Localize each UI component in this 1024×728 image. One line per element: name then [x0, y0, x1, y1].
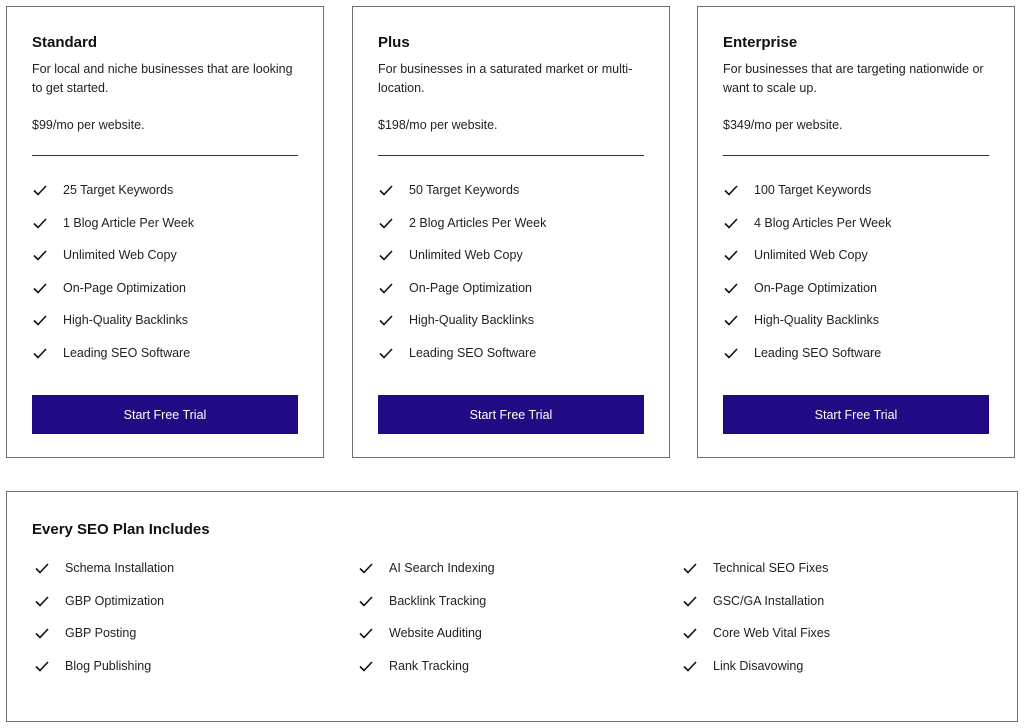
feature-item [378, 215, 644, 248]
feature-label: 2 Blog Articles Per Week [409, 215, 547, 230]
includes-item [682, 625, 830, 658]
checkmark-icon [378, 312, 394, 328]
includes-label: Rank Tracking [389, 658, 469, 673]
checkmark-icon [723, 345, 739, 361]
includes-label: Blog Publishing [65, 658, 152, 673]
includes-item [34, 658, 174, 691]
feature-label: Leading SEO Software [63, 345, 191, 360]
plan-description: For local and niche businesses that are looking to get started. [32, 62, 293, 95]
start-free-trial-button-plus[interactable]: Start Free Trial [378, 395, 644, 434]
includes-item [358, 593, 495, 626]
checkmark-icon [378, 182, 394, 198]
feature-item [32, 345, 298, 378]
plan-includes-section [6, 491, 1018, 722]
includes-label: Website Auditing [389, 626, 482, 640]
checkmark-icon [723, 182, 739, 198]
plan-feature-list [32, 182, 298, 377]
feature-item [32, 215, 298, 248]
start-free-trial-button-standard[interactable]: Start Free Trial [32, 395, 298, 434]
feature-label: High-Quality Backlinks [754, 313, 880, 327]
includes-column-2 [358, 560, 495, 690]
feature-label: Unlimited Web Copy [63, 248, 177, 262]
checkmark-icon [34, 625, 50, 641]
plan-card-plus [352, 6, 670, 458]
checkmark-icon [34, 560, 50, 576]
includes-label: GBP Posting [65, 626, 137, 640]
feature-item [32, 182, 298, 215]
feature-item [378, 345, 644, 378]
checkmark-icon [32, 280, 48, 296]
plan-description: For businesses in a saturated market or multi-location. [378, 62, 633, 95]
feature-label: 25 Target Keywords [63, 183, 174, 197]
includes-label: GSC/GA Installation [713, 593, 825, 608]
plan-divider [32, 155, 298, 156]
checkmark-icon [32, 182, 48, 198]
checkmark-icon [682, 658, 698, 674]
checkmark-icon [723, 247, 739, 263]
feature-item [723, 280, 989, 313]
includes-title: Every SEO Plan Includes [32, 521, 210, 538]
feature-label: Unlimited Web Copy [409, 248, 523, 262]
checkmark-icon [378, 215, 394, 231]
checkmark-icon [723, 215, 739, 231]
feature-label: High-Quality Backlinks [409, 313, 535, 327]
includes-item [34, 625, 174, 658]
feature-item [378, 247, 644, 280]
includes-item [358, 625, 495, 658]
checkmark-icon [682, 560, 698, 576]
plan-card-standard [6, 6, 324, 458]
checkmark-icon [723, 312, 739, 328]
plan-feature-list [378, 182, 644, 377]
plan-divider [723, 155, 989, 156]
plan-price: $198/mo per website. [378, 118, 498, 132]
checkmark-icon [32, 215, 48, 231]
includes-label: Link Disavowing [713, 658, 804, 673]
start-free-trial-button-enterprise[interactable]: Start Free Trial [723, 395, 989, 434]
includes-label: Backlink Tracking [389, 593, 487, 608]
plan-card-enterprise [697, 6, 1015, 458]
feature-item [378, 182, 644, 215]
checkmark-icon [723, 280, 739, 296]
feature-item [723, 247, 989, 280]
includes-item [358, 560, 495, 593]
includes-column-3 [682, 560, 830, 690]
feature-item [378, 312, 644, 345]
feature-item [32, 312, 298, 345]
feature-item [723, 312, 989, 345]
feature-label: 1 Blog Article Per Week [63, 215, 195, 230]
checkmark-icon [358, 593, 374, 609]
checkmark-icon [682, 593, 698, 609]
checkmark-icon [358, 560, 374, 576]
feature-label: On-Page Optimization [63, 280, 186, 295]
plan-name: Plus [378, 34, 410, 51]
feature-label: 50 Target Keywords [409, 183, 520, 197]
checkmark-icon [682, 625, 698, 641]
plan-price: $99/mo per website. [32, 118, 145, 132]
checkmark-icon [32, 247, 48, 263]
checkmark-icon [34, 658, 50, 674]
checkmark-icon [378, 280, 394, 296]
feature-item [32, 247, 298, 280]
feature-label: Leading SEO Software [409, 345, 537, 360]
feature-label: 100 Target Keywords [754, 183, 872, 197]
includes-item [34, 593, 174, 626]
includes-label: AI Search Indexing [389, 561, 495, 575]
feature-label: High-Quality Backlinks [63, 313, 189, 327]
plan-divider [378, 155, 644, 156]
checkmark-icon [378, 345, 394, 361]
feature-label: On-Page Optimization [754, 280, 877, 295]
includes-item [682, 560, 830, 593]
includes-label: Core Web Vital Fixes [713, 626, 830, 640]
checkmark-icon [358, 625, 374, 641]
includes-column-1 [34, 560, 174, 690]
feature-item [723, 345, 989, 378]
includes-item [682, 658, 830, 691]
plan-description: For businesses that are targeting nationwide or want to scale up. [723, 62, 984, 95]
feature-item [723, 215, 989, 248]
feature-label: Unlimited Web Copy [754, 248, 868, 262]
checkmark-icon [32, 345, 48, 361]
plan-name: Enterprise [723, 34, 798, 51]
plan-feature-list [723, 182, 989, 377]
includes-label: GBP Optimization [65, 593, 165, 608]
feature-item [723, 182, 989, 215]
includes-item [34, 560, 174, 593]
includes-label: Schema Installation [65, 561, 175, 575]
checkmark-icon [32, 312, 48, 328]
feature-label: Leading SEO Software [754, 345, 882, 360]
feature-label: On-Page Optimization [409, 280, 532, 295]
feature-item [32, 280, 298, 313]
feature-label: 4 Blog Articles Per Week [754, 215, 892, 230]
feature-item [378, 280, 644, 313]
plan-price: $349/mo per website. [723, 118, 843, 132]
plan-name: Standard [32, 34, 98, 51]
includes-item [358, 658, 495, 691]
includes-item [682, 593, 830, 626]
checkmark-icon [34, 593, 50, 609]
checkmark-icon [378, 247, 394, 263]
includes-label: Technical SEO Fixes [713, 561, 829, 575]
checkmark-icon [358, 658, 374, 674]
